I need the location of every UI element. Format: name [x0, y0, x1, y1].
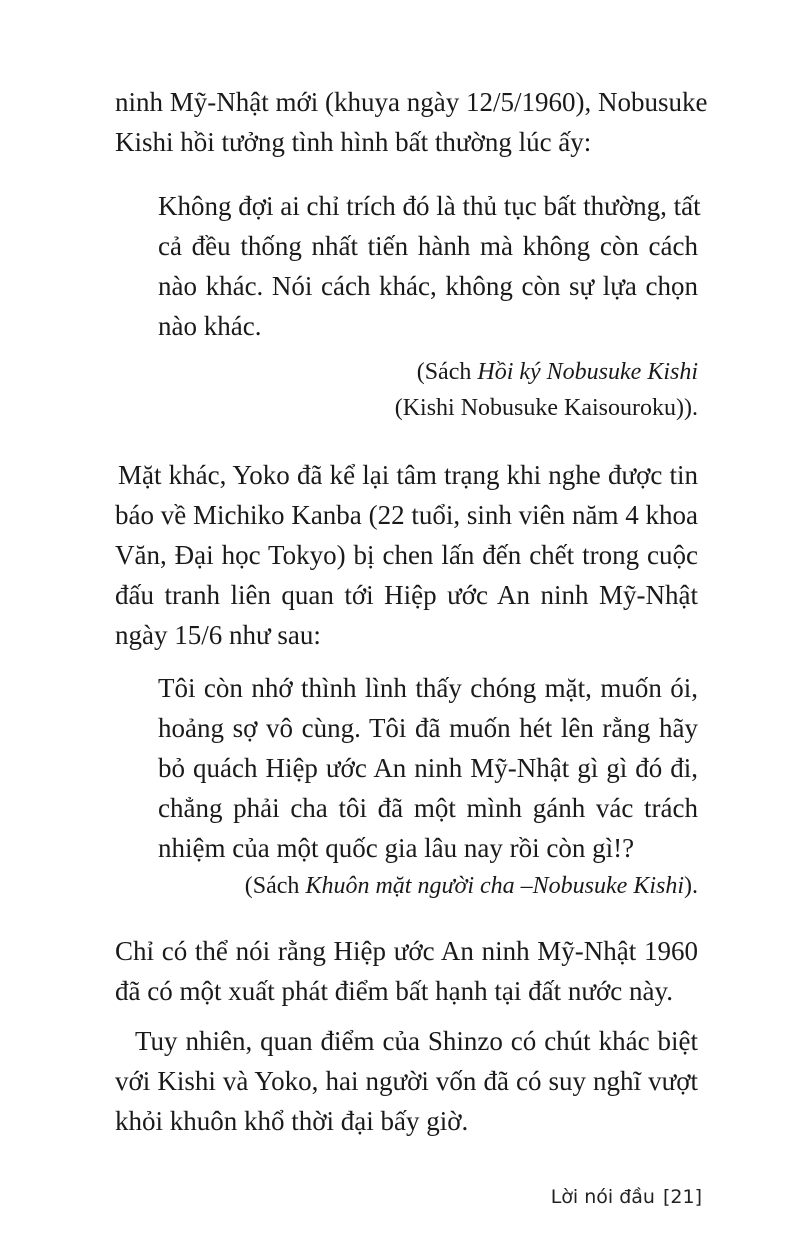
paragraph-line: Tuy nhiên, quan điểm của Shinzo có chút khác biệt: [135, 1026, 698, 1056]
paragraph-2: [115, 455, 698, 655]
citation-line: [98, 868, 698, 904]
citation-line: (Kishi Nobusuke Kaisouroku)).: [394, 395, 698, 421]
paragraph-line: Kishi hồi tưởng tình hình bất thường lúc ấy:: [115, 127, 592, 157]
paragraph-line: khỏi khuôn khổ thời đại bấy giờ.: [115, 1106, 469, 1136]
paragraph-line: với Kishi và Yoko, hai người vốn đã có suy nghĩ vượt: [115, 1066, 698, 1096]
page-number: [21]: [662, 1186, 702, 1208]
quote-line: hoảng sợ vô cùng. Tôi đã muốn hét lên rằng hãy: [158, 713, 698, 743]
paragraph-line: báo về Michiko Kanba (22 tuổi, sinh viên năm 4 khoa: [115, 500, 698, 530]
quote-line: nào khác. Nói cách khác, không còn sự lựa chọn: [158, 271, 698, 301]
quote-1: [158, 186, 701, 346]
quote-line: bỏ quách Hiệp ước An ninh Mỹ-Nhật gì gì đó đi,: [158, 753, 698, 783]
citation-prefix: (Sách: [244, 873, 306, 899]
citation-line: [138, 354, 698, 390]
paragraph-line: đấu tranh liên quan tới Hiệp ước An ninh Mỹ-Nhật: [115, 580, 698, 610]
paragraph-3: [115, 931, 698, 1011]
paragraph-line: Văn, Đại học Tokyo) bị chen lấn đến chết trong cuộc: [115, 540, 698, 570]
citation-2: [98, 868, 698, 904]
quote-line: nào khác.: [158, 311, 262, 341]
quote-line: Không đợi ai chỉ trích đó là thủ tục bất thường, tất: [158, 191, 701, 221]
quote-line: nhiệm của một quốc gia lâu nay rồi còn gì!?: [158, 833, 635, 863]
paragraph-line: ninh Mỹ-Nhật mới (khuya ngày 12/5/1960), Nobusuke: [115, 87, 708, 117]
citation-title: Hồi ký Nobusuke Kishi: [477, 359, 698, 385]
page-footer: [551, 1186, 702, 1208]
citation-title: Khuôn mặt người cha –Nobusuke Kishi: [305, 873, 684, 899]
quote-line: cả đều thống nhất tiến hành mà không còn cách: [158, 231, 698, 261]
citation-1: [138, 354, 698, 426]
paragraph-1: [115, 82, 708, 162]
quote-2: [158, 668, 698, 868]
paragraph-line: ngày 15/6 như sau:: [115, 620, 321, 650]
citation-prefix: (Sách: [416, 359, 478, 385]
paragraph-line: Mặt khác, Yoko đã kể lại tâm trạng khi nghe được tin: [118, 460, 698, 490]
paragraph-line: đã có một xuất phát điểm bất hạnh tại đất nước này.: [115, 976, 673, 1006]
quote-line: chẳng phải cha tôi đã một mình gánh vác trách: [158, 793, 698, 823]
footer-section-title: Lời nói đầu: [550, 1186, 655, 1208]
quote-line: Tôi còn nhớ thình lình thấy chóng mặt, muốn ói,: [158, 673, 698, 703]
paragraph-line: Chỉ có thể nói rằng Hiệp ước An ninh Mỹ-Nhật 1960: [115, 936, 698, 966]
paragraph-4: [115, 1021, 698, 1141]
citation-suffix: ).: [684, 873, 698, 899]
